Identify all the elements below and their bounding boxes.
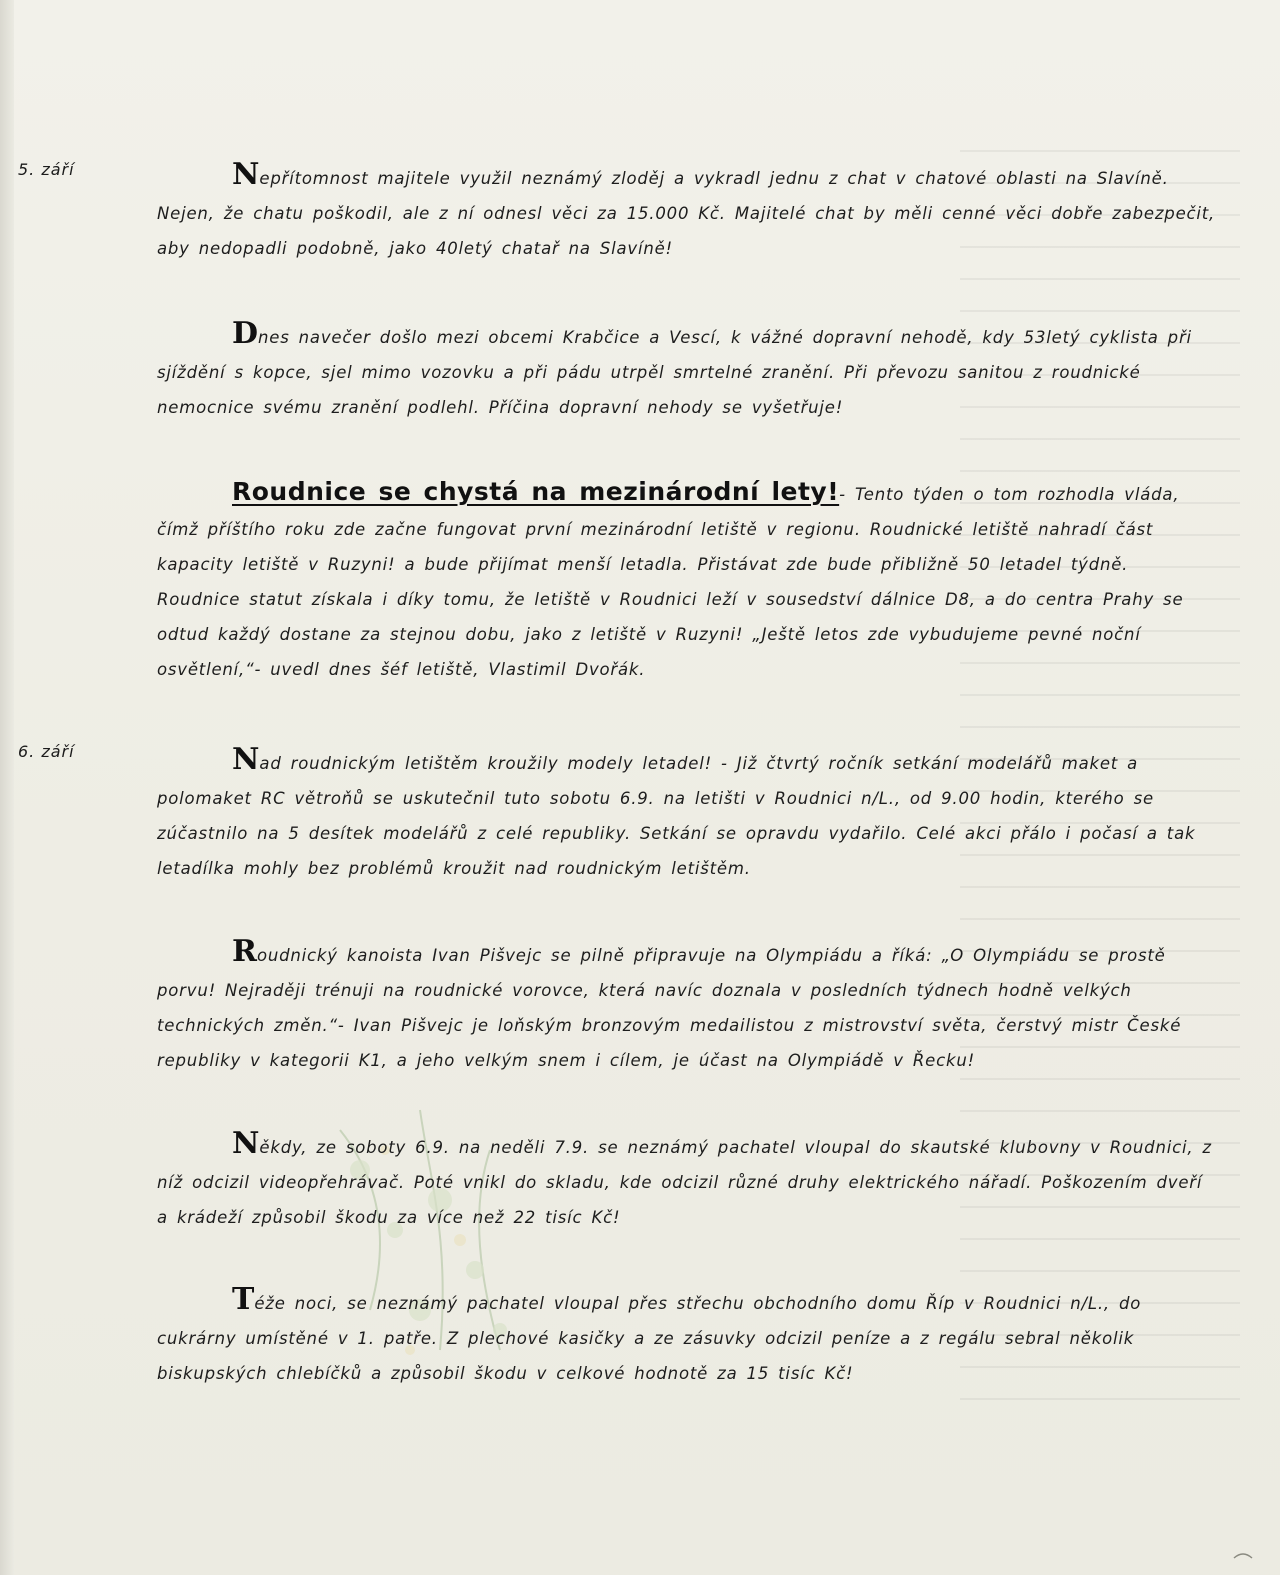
entry-headline: Roudnice se chystá na mezinárodní lety! xyxy=(232,477,840,506)
entry-international-airport xyxy=(157,474,1217,687)
entry-canoeist xyxy=(157,934,1217,1078)
entry-text: oudnický kanoista Ivan Pišvejc se pilně připravuje na Olympiádu a říká: „O Olympiádu se prostě porvu! Nejraději trénuji na roudnické vorovce, která navíc doznala v posledních týdnech hodně velkých technických změn.“- Ivan Pišvejc je loňským bronzovým medailistou z mistrovství světa, čerstvý mistr České republiky v kategorii K1, a jeho velkým snem i cílem, je účast na Olympiádě v Řecku! xyxy=(157,946,1182,1070)
corner-mark-icon xyxy=(1232,1548,1254,1562)
entry-traffic-accident xyxy=(157,316,1217,425)
entry-cottage-burglary xyxy=(157,157,1217,266)
entry-text: - Tento týden o tom rozhodla vláda, čímž příštího roku zde začne fungovat první mezinárodní letiště v regionu. Roudnické letiště nahradí část kapacity letiště v Ruzyni! a bude přijímat menší letadla. Přistávat zde bude přibližně 50 letadel týdně. Roudnice statut získala i díky tomu, že letiště v Roudnici leží v sousedství dálnice D8, a do centra Prahy se odtud každý dostane za stejnou dobu, jako z letiště v Ruzyni! „Ještě letos zde vybudujeme pevné noční osvětlení,“- uvedl dnes šéf letiště, Vlastimil Dvořák. xyxy=(157,485,1184,679)
entry-text: epřítomnost majitele využil neznámý zloděj a vykradl jednu z chat v chatové oblasti na Slavíně. Nejen, že chatu poškodil, ale z ní odnesl věci za 15.000 Kč. Majitelé chat by měli cenné věci dobře zabezpečit, aby nedopadli podobně, jako 40letý chatař na Slavíně! xyxy=(157,169,1216,258)
entry-text: éže noci, se neznámý pachatel vloupal přes střechu obchodního domu Říp v Roudnici n/L., do cukrárny umístěné v 1. patře. Z plechové kasičky a ze zásuvky odcizil peníze a z regálu sebral několik biskupských chlebíčků a způsobil škodu v celkové hodnotě za 15 tisíc Kč! xyxy=(157,1294,1142,1383)
entry-initial: N xyxy=(232,1126,260,1161)
page-spine-shadow xyxy=(0,0,14,1575)
entry-model-aircraft xyxy=(157,742,1217,886)
date-label-6-september: 6. září xyxy=(18,742,75,761)
entry-initial: N xyxy=(232,742,260,777)
entry-confectionery-burglary xyxy=(157,1282,1217,1391)
entry-text: nes navečer došlo mezi obcemi Krabčice a Vescí, k vážné dopravní nehodě, kdy 53letý cyklista při sjíždění s kopce, sjel mimo vozovku a při pádu utrpěl smrtelné zranění. Při převozu sanitou z roudnické nemocnice svému zranění podlehl. Příčina dopravní nehody se vyšetřuje! xyxy=(157,328,1192,417)
entry-initial: T xyxy=(232,1282,255,1317)
date-label-5-september: 5. září xyxy=(18,160,75,179)
entry-text: ad roudnickým letištěm kroužily modely letadel! - Již čtvrtý ročník setkání modelářů maket a polomaket RC větroňů se uskutečnil tuto sobotu 6.9. na letišti v Roudnici n/L., od 9.00 hodin, kterého se zúčastnilo na 5 desítek modelářů z celé republiky. Setkání se opravdu vydařilo. Celé akci přálo i počasí a tak letadílka mohly bez problémů kroužit nad roudnickým letištěm. xyxy=(157,754,1196,878)
entry-text: ěkdy, ze soboty 6.9. na neděli 7.9. se neznámý pachatel vloupal do skautské klubovny v Roudnici, z níž odcizil videopřehrávač. Poté vnikl do skladu, kde odcizil různé druhy elektrického nářadí. Poškozením dveří a krádeží způsobil škodu za více než 22 tisíc Kč! xyxy=(157,1138,1212,1227)
entry-scout-clubhouse-burglary xyxy=(157,1126,1217,1235)
entry-initial: R xyxy=(232,934,257,969)
entry-initial: N xyxy=(232,157,260,192)
entry-initial: D xyxy=(232,316,259,351)
